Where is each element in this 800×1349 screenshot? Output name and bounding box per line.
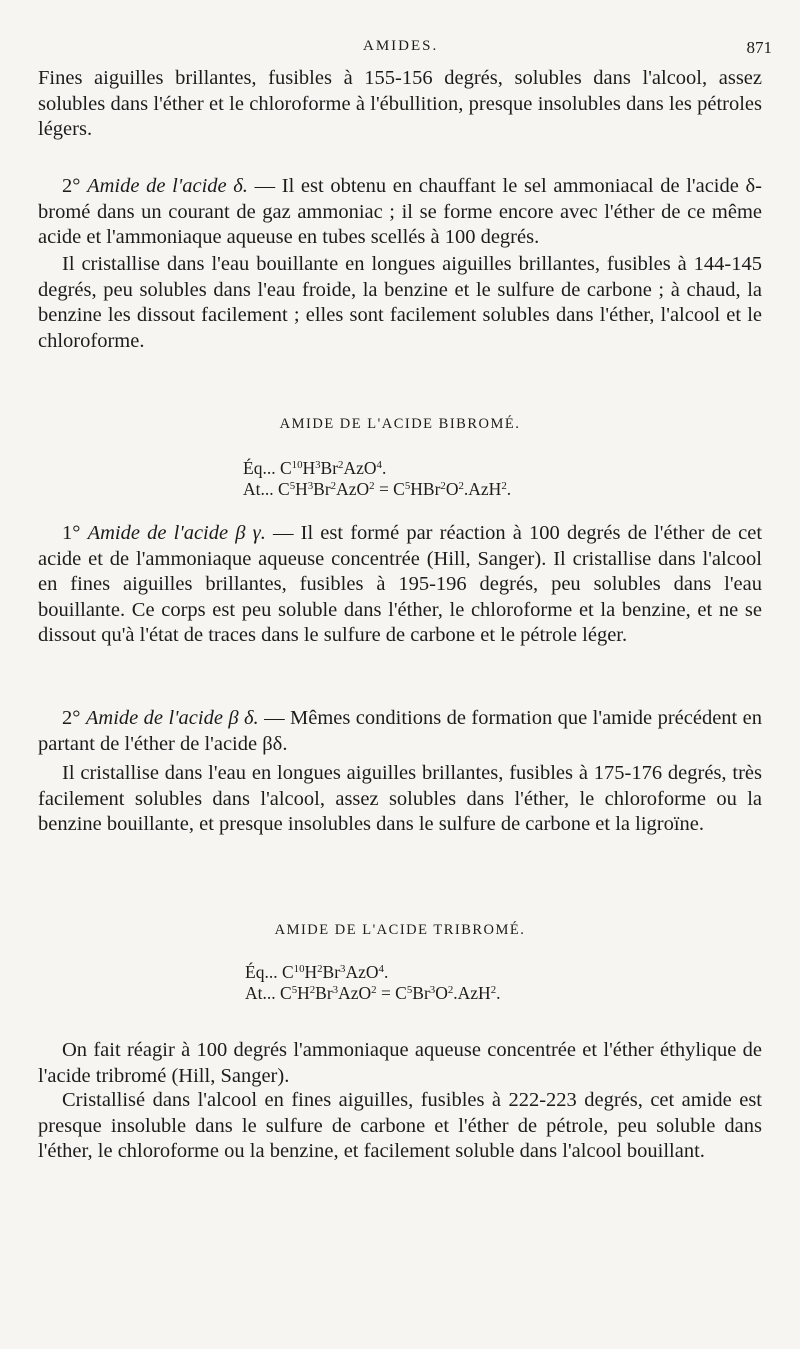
- formula-eq-line: Éq... $C^{10}H^3Br^2AzO^4$.: [243, 458, 387, 478]
- page-number: 871: [746, 38, 772, 57]
- formula-eq-line: Éq... $C^{10}H^2Br^3AzO^4$.: [245, 962, 389, 982]
- section-number: 1°: [62, 522, 81, 544]
- section-number: 2°: [62, 175, 81, 197]
- paragraph-beta-delta-properties: Il cristallise dans l'eau en longues aiguilles brillantes, fusibles à 175-176 degrés, très facilement solubles dans l'alcool, assez solubles dans l'éther, le chloroforme ou la benzine bouillante, et presque insolubles dans le sulfure de carbone et la ligroïne.: [38, 762, 762, 835]
- formula-at-label: At...: [243, 479, 274, 499]
- paragraph-tribrome-properties: Cristallisé dans l'alcool en fines aiguilles, fusibles à 222-223 degrés, cet amide est presque insoluble dans le sulfure de carbone et l'éther de pétrole, peu soluble dans l'éther, le chloroforme ou la benzine, et facilement soluble dans l'alcool bouillant.: [38, 1089, 762, 1162]
- running-header: [0, 38, 800, 62]
- section-title: Amide de l'acide δ.: [87, 175, 248, 197]
- formula-eq-label: Éq...: [243, 458, 276, 478]
- formula-at-label: At...: [245, 983, 276, 1003]
- paragraph-amide-delta: [38, 174, 762, 251]
- section-title: Amide de l'acide β δ.: [85, 707, 259, 729]
- paragraph-amide-beta-delta: [38, 706, 762, 757]
- formula-at-line: At... $C^5H^3Br^2AzO^2 = C^5HBr^2O^2.AzH^2$.: [243, 479, 512, 499]
- formula-eq-label: Éq...: [245, 962, 278, 982]
- formula-tribrome: [245, 962, 500, 1004]
- section-title: Amide de l'acide β γ.: [87, 522, 266, 544]
- paragraph-tribrome-formation: On fait réagir à 100 degrés l'ammoniaque aqueuse concentrée et l'éther éthylique de l'acide tribromé (Hill, Sanger).: [38, 1039, 762, 1087]
- formula-bibrome: [243, 458, 511, 500]
- section-text: — Il est formé par réaction à 100 degrés de l'éther de cet acide et de l'ammoniaque aqueuse concentrée (Hill, Sanger). Il cristallise dans l'alcool en fines aiguilles brillantes, fusibles à 195-196 degrés, peu solubles dans l'eau bouillante. Ce corps est peu soluble dans l'éther, le chloroforme et la benzine, et ne se dissout qu'à l'état de traces dans le sulfure de carbone et le pétrole léger.: [38, 522, 763, 646]
- section-text: — Il est obtenu en chauffant le sel ammoniacal de l'acide δ-bromé dans un courant de gaz ammoniac ; il se forme encore avec l'éther de ce même acide et l'ammoniaque aqueuse en tubes scellés à 100 degrés.: [38, 175, 762, 248]
- section-number: 2°: [62, 707, 81, 729]
- paragraph-amide-beta-gamma: [38, 521, 762, 649]
- formula-at-line: At... $C^5H^2Br^3AzO^2 = C^5Br^3O^2.AzH^2$.: [245, 983, 501, 1003]
- heading-acide-tribrome: AMIDE DE L'ACIDE TRIBROMÉ.: [274, 922, 526, 938]
- paragraph-intro: Fines aiguilles brillantes, fusibles à 155-156 degrés, solubles dans l'alcool, assez solubles dans l'éther et le chloroforme à l'ébullition, presque insolubles dans les pétroles légers.: [38, 67, 762, 140]
- paragraph-delta-properties: Il cristallise dans l'eau bouillante en longues aiguilles brillantes, fusibles à 144-145 degrés, peu solubles dans l'eau froide, la benzine et le sulfure de carbone ; à chaud, la benzine les dissout facilement ; elles sont facilement solubles dans l'éther, l'alcool et le chloroforme.: [38, 253, 762, 352]
- section-text: — Mêmes conditions de formation que l'amide précédent en partant de l'éther de l'acide βδ.: [38, 707, 763, 755]
- running-title: AMIDES.: [363, 38, 439, 54]
- heading-acide-bibrome: AMIDE DE L'ACIDE BIBROMÉ.: [279, 416, 521, 432]
